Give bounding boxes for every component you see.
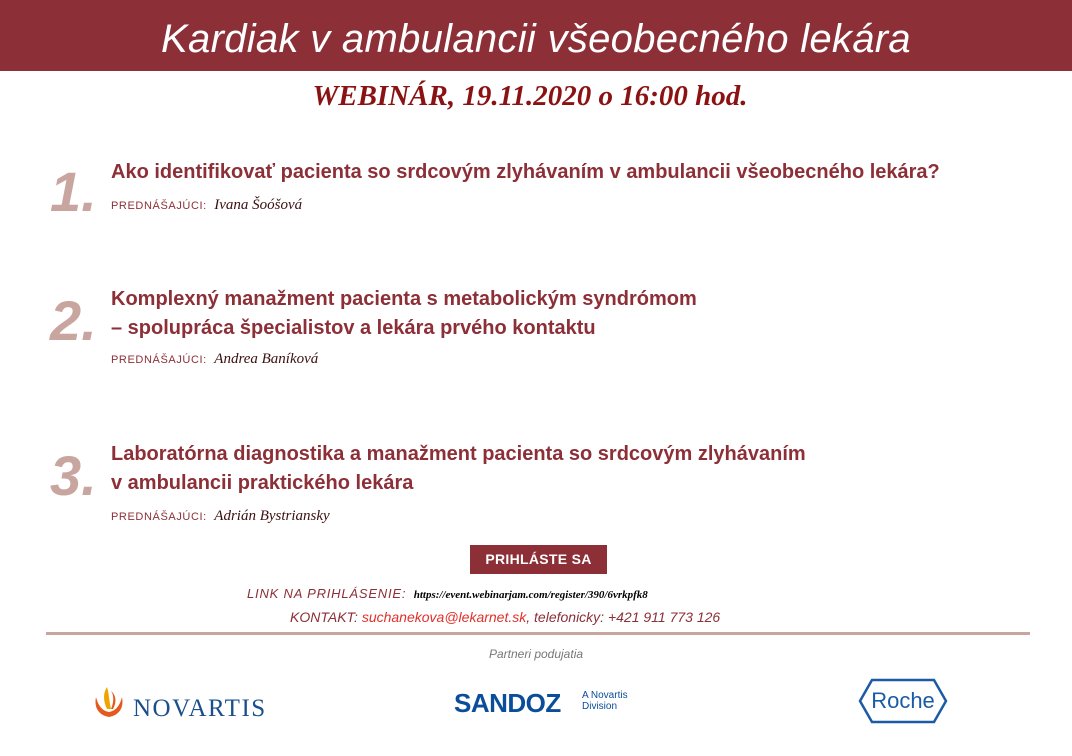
roche-wordmark: Roche [871,688,935,713]
novartis-flame-icon [90,683,128,723]
speaker-name: Adrián Bystriansky [214,508,330,524]
roche-logo [858,678,948,729]
sandoz-division-line: A Novartis [582,690,628,701]
speaker-label: PREDNÁŠAJÚCI: [111,200,207,212]
novartis-logo [90,683,267,728]
talk-speaker-3 [111,507,330,525]
register-button[interactable]: PRIHLÁSTE SA [470,545,607,574]
header-banner [0,0,1072,71]
link-label: LINK NA PRIHLÁSENIE: [247,586,407,601]
contact-label: KONTAKT: [290,609,358,625]
talk-title-3 [111,440,806,498]
registration-link[interactable]: https://event.webinarjam.com/register/390/6vrkpfk8 [413,589,648,601]
sandoz-logo [454,688,628,719]
talk-title-line: – spolupráca špecialistov a lekára prvého kontaktu [111,317,596,339]
roche-hexagon-icon [858,678,948,724]
page-title: Kardiak v ambulancii všeobecného lekára [161,17,911,61]
talk-title-line: Laboratórna diagnostika a manažment pacienta so srdcovým zlyhávaním [111,443,806,465]
contact-row [290,609,720,625]
speaker-label: PREDNÁŠAJÚCI: [111,354,207,366]
novartis-wordmark: NOVARTIS [133,695,267,722]
partners-label: Partneri podujatia [488,647,584,661]
speaker-label: PREDNÁŠAJÚCI: [111,511,207,523]
divider [46,632,1030,635]
talk-number-1: 1. [50,160,97,223]
talk-title-1 [111,158,940,187]
talk-title-line: Komplexný manažment pacienta s metabolickým syndrómom [111,288,697,310]
contact-phone: , telefonicky: +421 911 773 126 [526,609,721,625]
sandoz-division-line: Division [582,701,618,712]
registration-link-row [247,585,648,603]
speaker-name: Andrea Baníková [214,351,319,367]
talk-number-2: 2. [50,289,97,352]
sandoz-wordmark: SANDOZ [454,688,561,718]
talk-title-line: v ambulancii praktického lekára [111,472,414,494]
contact-email-link[interactable]: suchanekova@lekarnet.sk [361,609,527,625]
sandoz-division [582,690,628,712]
talk-title-2 [111,285,697,343]
talk-number-3: 3. [50,444,97,507]
webinar-date: WEBINÁR, 19.11.2020 o 16:00 hod. [312,80,748,112]
talk-title-line: Ako identifikovať pacienta so srdcovým zlyhávaním v ambulancii všeobecného lekára? [111,161,940,183]
talk-speaker-2 [111,350,318,368]
speaker-name: Ivana Šoóšová [214,197,303,213]
talk-speaker-1 [111,196,302,214]
